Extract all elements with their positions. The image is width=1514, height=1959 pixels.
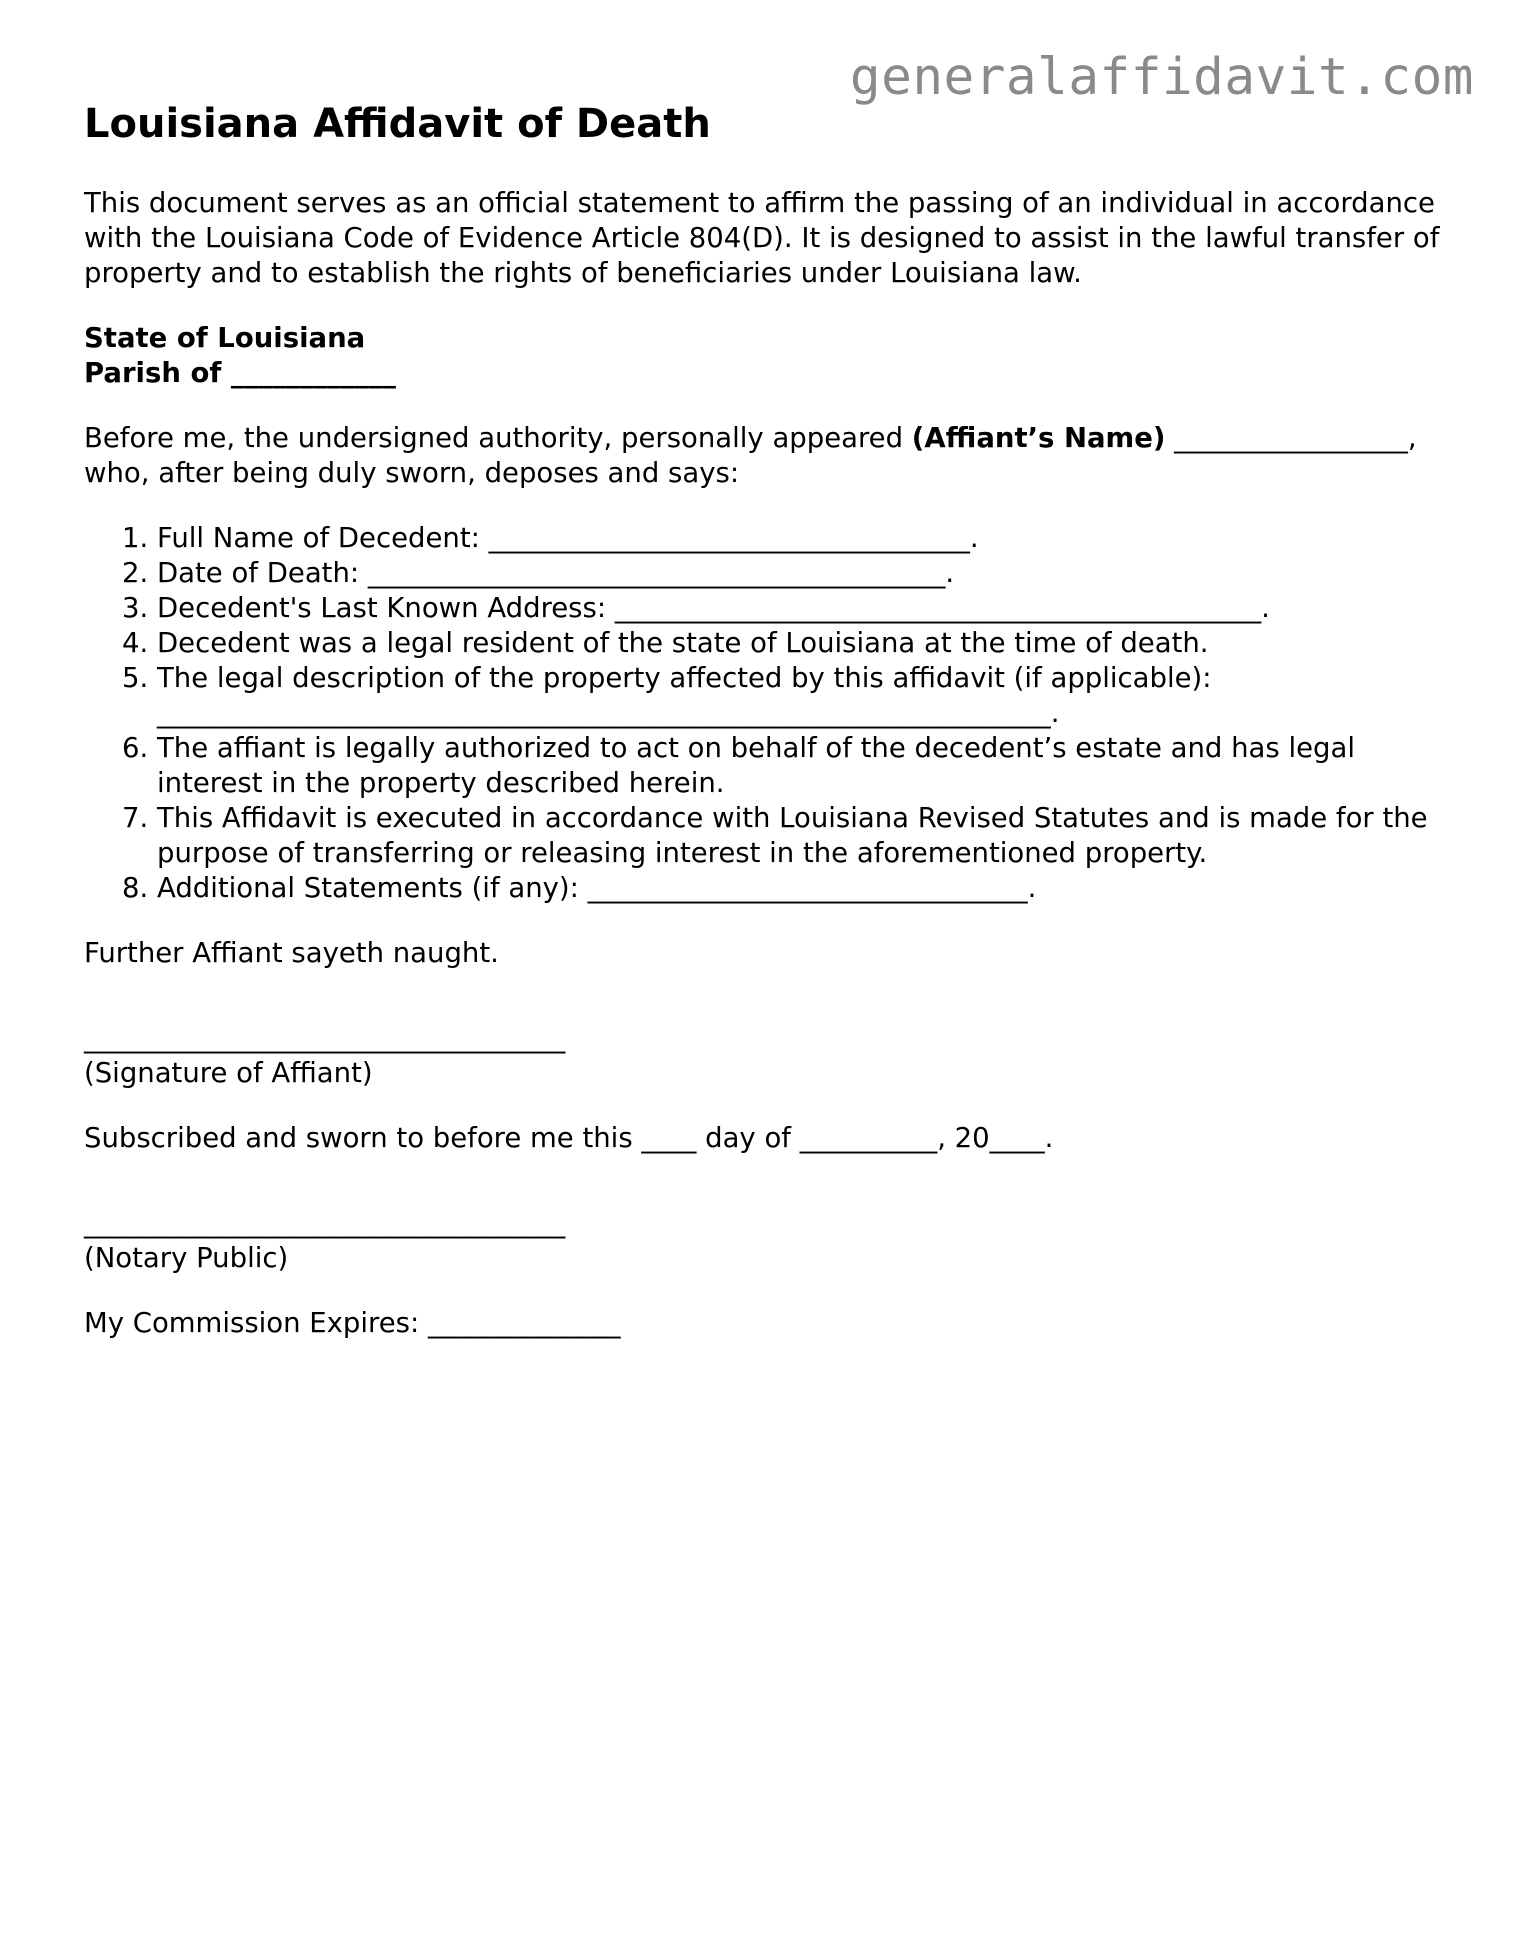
intro-paragraph: This document serves as an official statement to affirm the passing of an individual in accordance with the Louisiana Code of Evidence Article 804(D). It is designed to assist in the lawful transfer of property and to establish the rights of beneficiaries under Louisiana law. [84, 187, 1440, 289]
list-item: 2. Date of Death: __________________________________________. [157, 556, 1444, 591]
list-item: 5. The legal description of the property affected by this affidavit (if applicable): _________________________________________________________________. [157, 661, 1444, 731]
list-item: 4. Decedent was a legal resident of the state of Louisiana at the time of death. [157, 626, 1444, 661]
affiant-name-label: (Affiant’s Name) [911, 422, 1166, 454]
signature-line: ___________________________________ [84, 1022, 566, 1054]
notary-label: (Notary Public) [84, 1242, 289, 1274]
list-item: 3. Decedent's Last Known Address: _______________________________________________. [157, 591, 1444, 626]
sworn-statement: Subscribed and sworn to before me this ____ day of __________, 20____. [84, 1122, 1054, 1154]
venue-block [84, 321, 1444, 391]
commission-expires: My Commission Expires: ______________ [84, 1307, 621, 1339]
watermark: generalaffidavit.com [849, 48, 1474, 107]
state-line: State of Louisiana [84, 322, 366, 354]
list-item: 6. The affiant is legally authorized to act on behalf of the decedent’s estate and has legal interest in the property described herein. [157, 731, 1444, 801]
parish-line: Parish of ____________ [84, 357, 396, 389]
appeared-before-text: Before me, the undersigned authority, personally appeared [84, 422, 912, 454]
list-item: 8. Additional Statements (if any): ________________________________. [157, 871, 1444, 906]
list-item: 7. This Affidavit is executed in accordance with Louisiana Revised Statutes and is made for the purpose of transferring or releasing interest in the aforementioned property. [157, 801, 1444, 871]
list-item: 1. Full Name of Decedent: ___________________________________. [157, 521, 1444, 556]
signature-label: (Signature of Affiant) [84, 1057, 373, 1089]
appeared-after-text: _________________, who, after being duly sworn, deposes and says: [84, 422, 1417, 489]
further-affiant-text: Further Affiant sayeth naught. [84, 937, 499, 969]
affidavit-document [84, 100, 1444, 1341]
appeared-paragraph [84, 421, 1444, 491]
notary-line: ___________________________________ [84, 1207, 566, 1239]
document-title: Louisiana Affidavit of Death [84, 101, 711, 147]
statements-list [84, 521, 1444, 906]
